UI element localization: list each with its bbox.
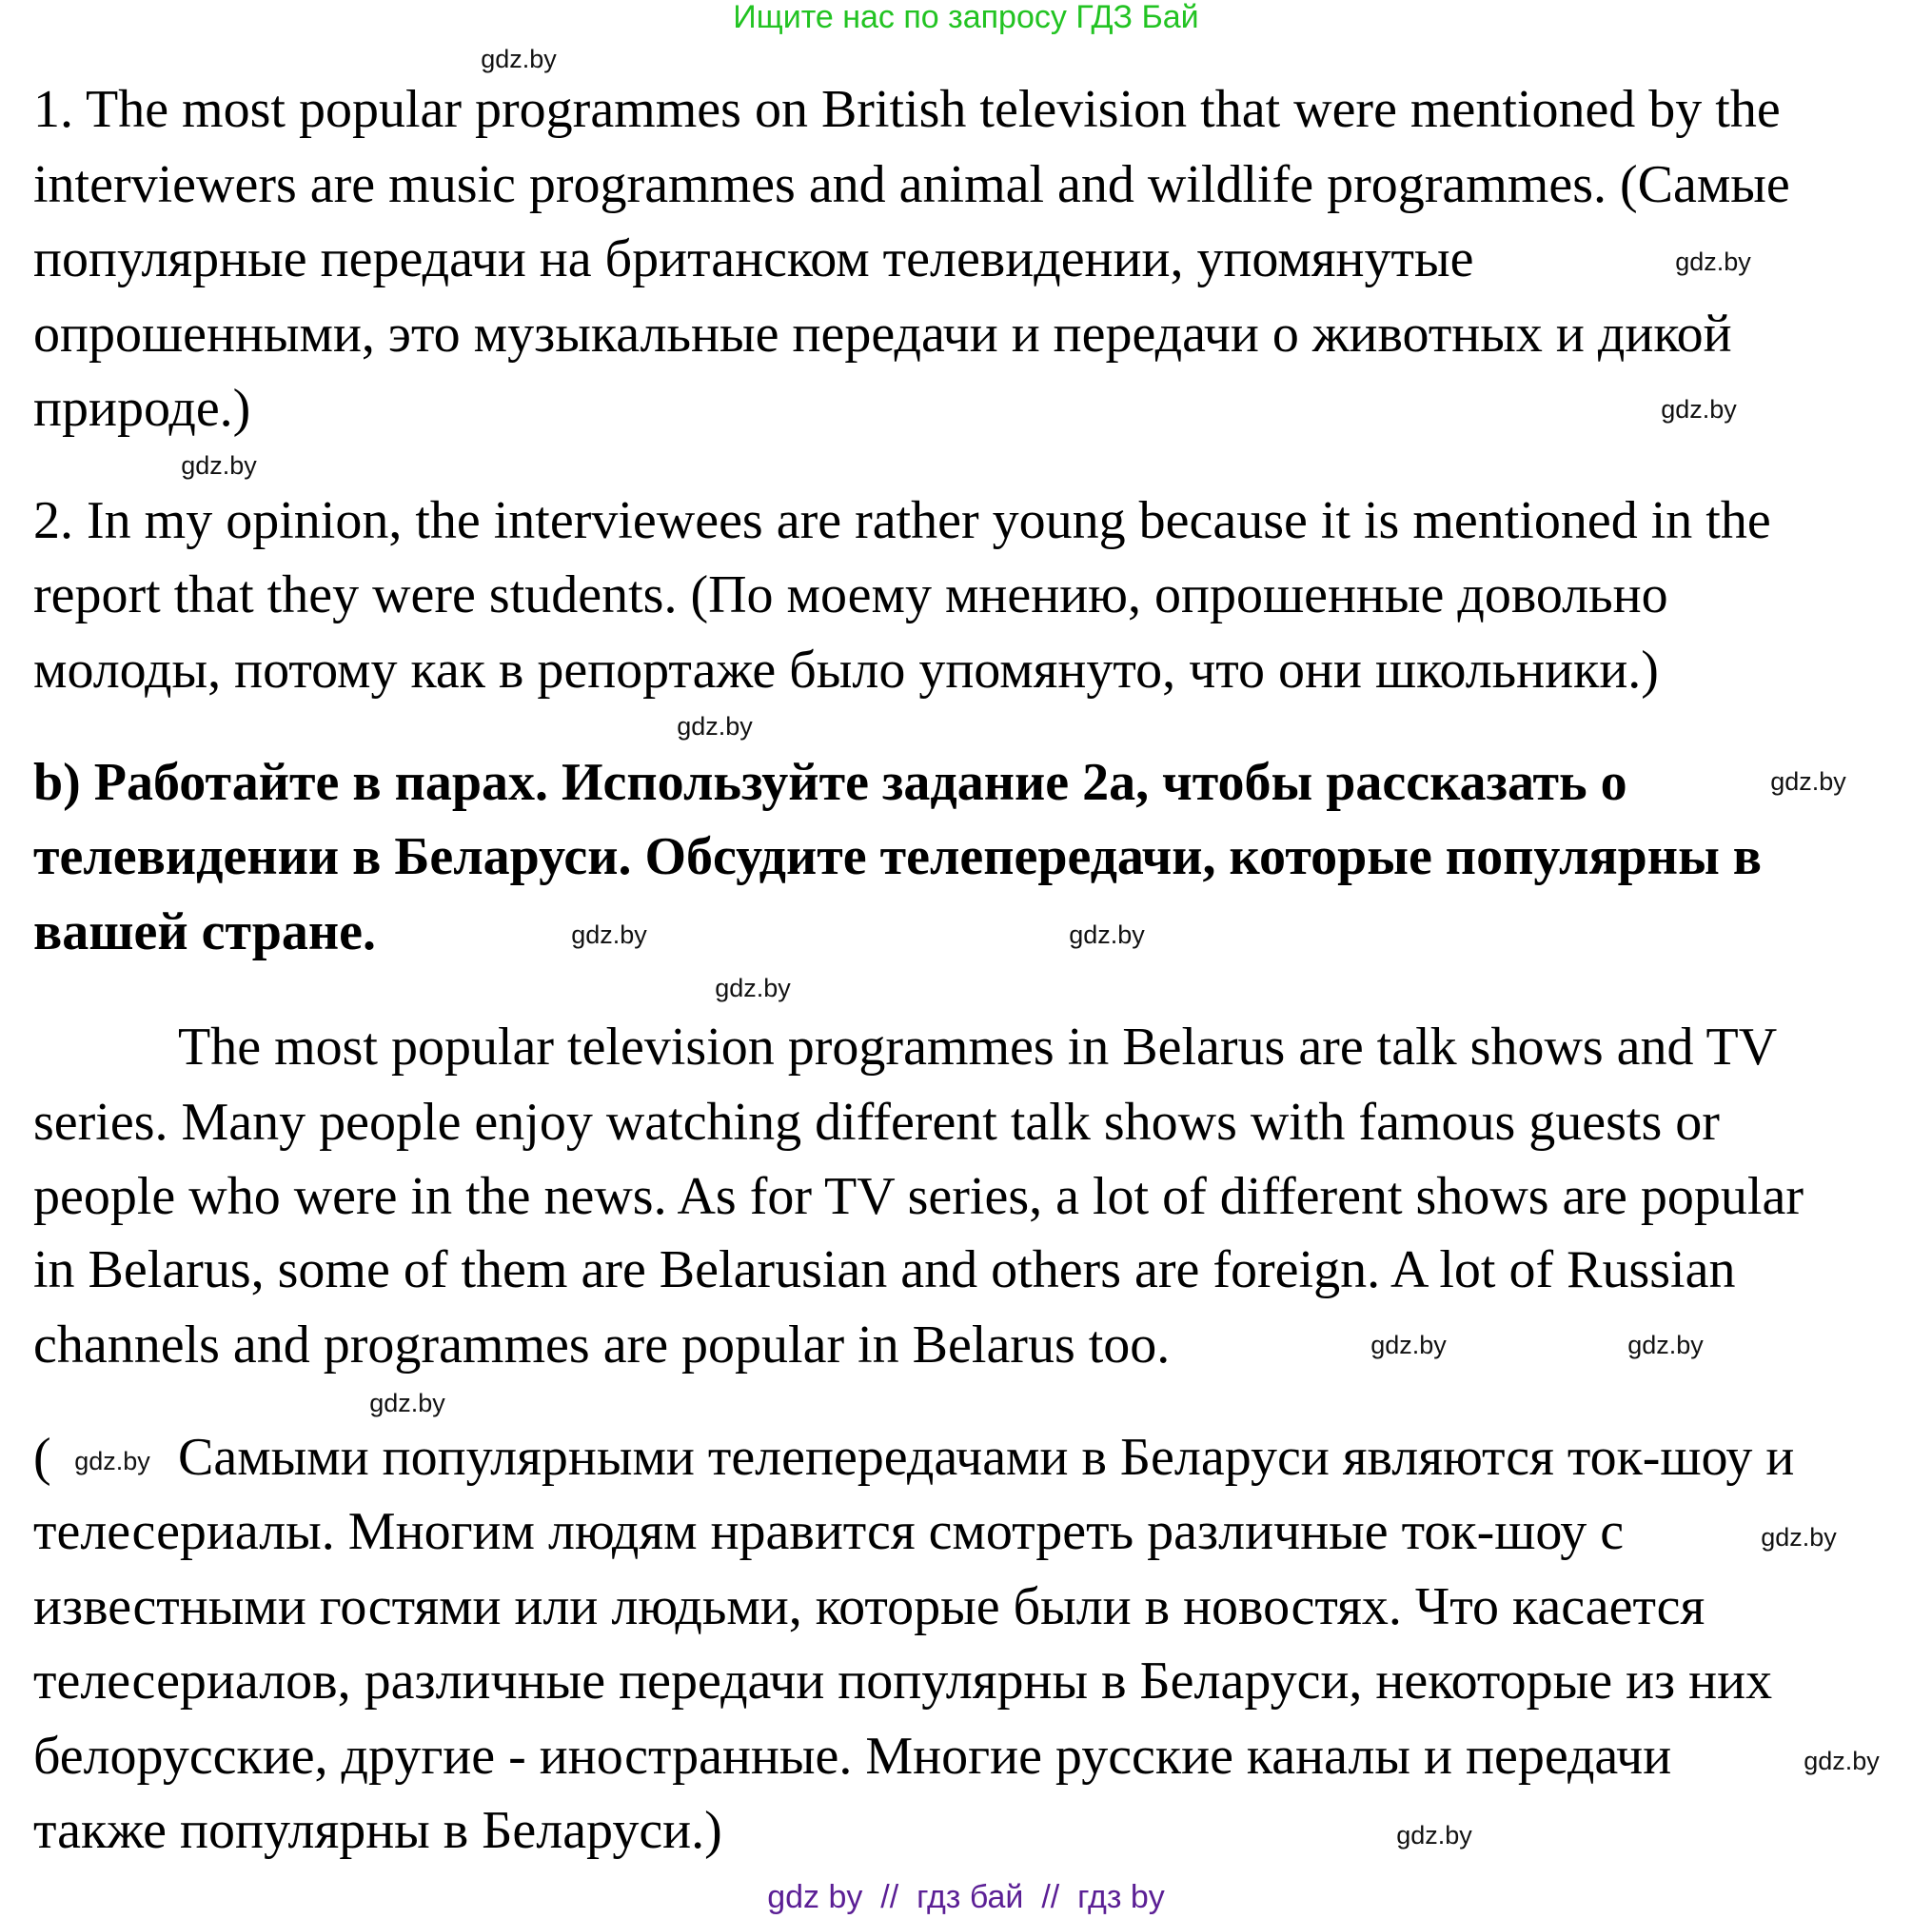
task-b-line: b) Работайте в парах. Используйте задание 2а, чтобы рассказать о [33,753,1627,812]
watermark: gdz.by [369,1389,445,1417]
watermark: gdz.by [74,1447,150,1475]
watermark: gdz.by [677,712,753,741]
search-banner: Ищите нас по запросу ГДЗ Бай [733,0,1199,35]
answer-b-ru-line: белорусские, другие - иностранные. Многие русские каналы и передачи [33,1727,1672,1786]
watermark: gdz.by [571,920,647,949]
answer-b-en-line: channels and programmes are popular in Belarus too. [33,1316,1171,1375]
watermark: gdz.by [1661,395,1737,424]
answer2-line: report that they were students. (По моему мнению, опрошенные довольно [33,565,1668,624]
answer-b-ru-line: телесериалов, различные передачи популярны в Беларуси, некоторые из них [33,1652,1773,1711]
answer1-line: популярные передачи на британском телевидении, упомянутые [33,229,1474,288]
watermark: gdz.by [1675,247,1751,276]
watermark: gdz.by [1069,920,1145,949]
answer2-line: молоды, потому как в репортаже было упомянуто, что они школьники.) [33,641,1659,700]
watermark: gdz.by [1761,1523,1837,1552]
footer-links: gdz by // гдз бай // гдз by [767,1879,1165,1915]
watermark: gdz.by [1804,1747,1880,1775]
watermark: gdz.by [1770,767,1846,796]
answer1-line: 1. The most popular programmes on British television that were mentioned by the [33,80,1781,139]
answer-b-en-line: people who were in the news. As for TV series, a lot of different shows are popular [33,1167,1804,1226]
answer-b-ru-line: также популярны в Беларуси.) [33,1801,722,1860]
answer-b-ru-line: Самыми популярными телепередачами в Беларуси являются ток-шоу и [178,1428,1795,1487]
task-b-line: вашей стране. [33,902,376,961]
task-b-line: телевидении в Беларуси. Обсудите телепередачи, которые популярны в [33,827,1763,886]
answer-b-en-line: in Belarus, some of them are Belarusian and others are foreign. A lot of Russian [33,1240,1736,1299]
answer-b-ru-open-paren: ( [33,1428,51,1487]
answer2-line: 2. In my opinion, the interviewees are rather young because it is mentioned in the [33,491,1771,550]
answer-b-en-line: The most popular television programmes in Belarus are talk shows and TV [178,1018,1778,1077]
watermark: gdz.by [1627,1331,1704,1359]
answer1-line: interviewers are music programmes and animal and wildlife programmes. (Самые [33,155,1790,214]
watermark: gdz.by [181,451,257,480]
watermark: gdz.by [481,45,557,73]
answer1-line: природе.) [33,379,251,438]
watermark: gdz.by [1370,1331,1447,1359]
answer-b-ru-line: телесериалы. Многим людям нравится смотреть различные ток-шоу с [33,1502,1625,1561]
answer1-line: опрошенными, это музыкальные передачи и передачи о животных и дикой [33,305,1732,364]
watermark: gdz.by [715,974,791,1002]
watermark: gdz.by [1396,1821,1472,1850]
answer-b-en-line: series. Many people enjoy watching different talk shows with famous guests or [33,1093,1720,1152]
answer-b-ru-line: известными гостями или людьми, которые были в новостях. Что касается [33,1577,1705,1636]
